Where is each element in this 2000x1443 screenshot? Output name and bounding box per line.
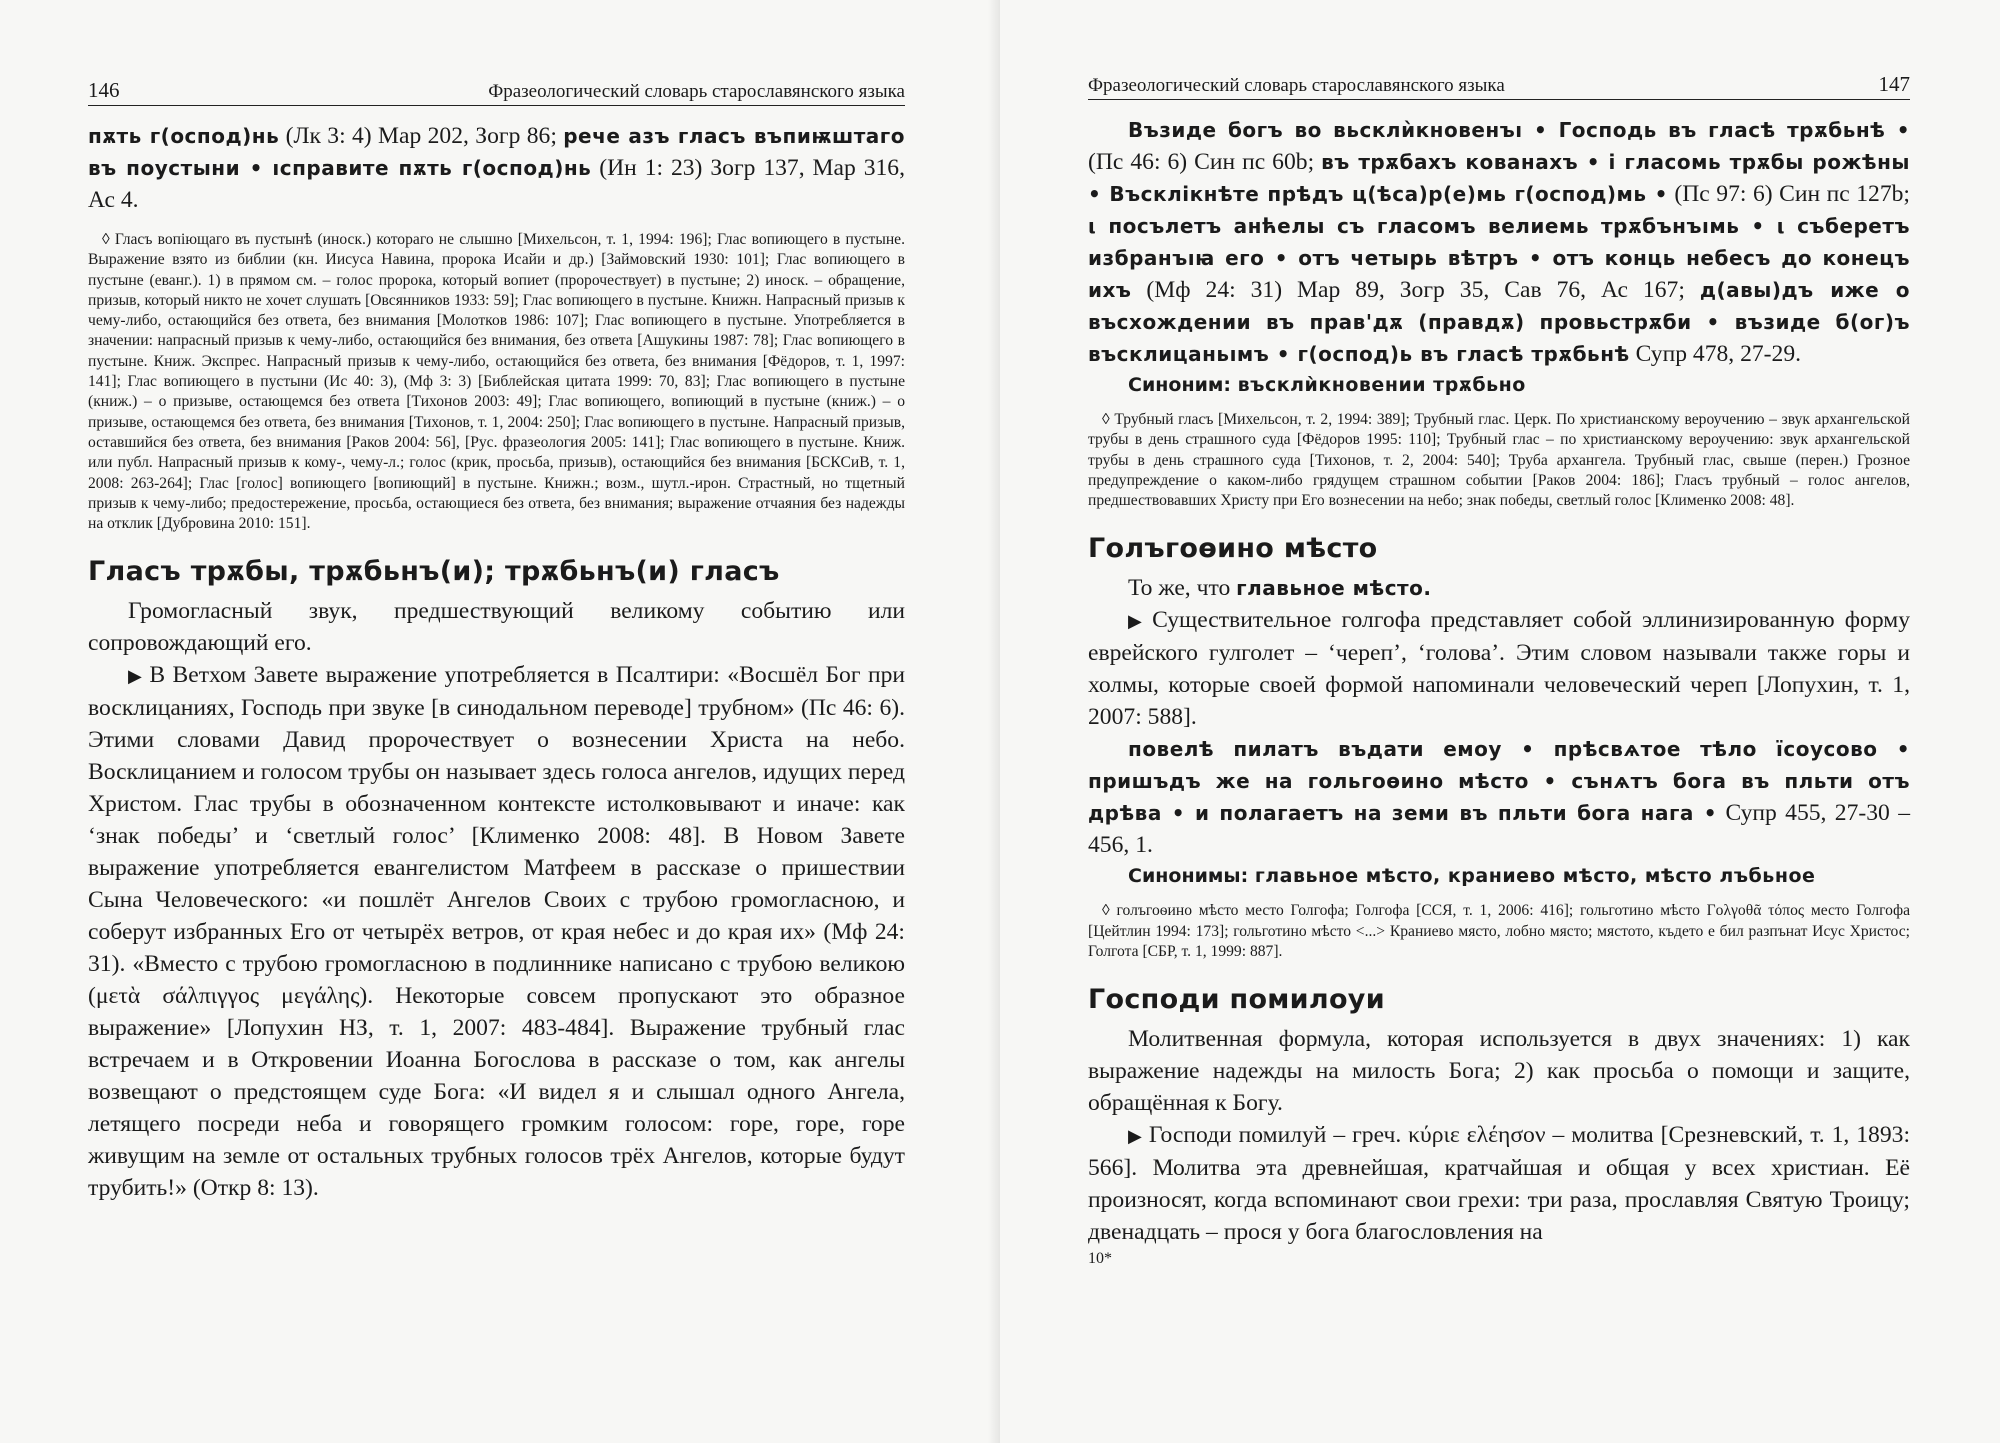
continued-quotation — [88, 120, 905, 216]
references-block: ◊ Трубный гласъ [Михельсон, т. 2, 1994: 389]; Трубный глас. Церк. По христианскому вероучению – звук архангельской трубы в день страшного суда [Фёдоров 1995: 110]; Трубный глас – по христианскому вероучению: звук архангельской трубы в день страшного суда [Тихонов, т. 2, 2004: 540]; Труба архангела. Трубный глас, свыше (перен.) Грозное предупреждение о каком-либо грядущем страшном событии [Раков 2004: 186]; Гласъ трубный – голос ангелов, предшествовавших Христу при Его вознесении на небо; знак победы, светлый голос [Клименко 2008: 48]. — [1088, 411, 1910, 510]
source-ref: (Пс 97: 6) Син пс 127b; — [1667, 181, 1910, 207]
cs-quote: пѫть г(оспод)нь — [88, 124, 280, 148]
entry-commentary — [1088, 1119, 1910, 1248]
triangle-right-icon: ▶ — [1128, 611, 1147, 632]
definition-prefix: То же, что — [1128, 575, 1237, 602]
right-page — [1000, 0, 2000, 1443]
source-ref: (Ин 1: 23) Зогр 137, Мар 316, Ас 4. — [88, 155, 906, 213]
entry-definition: Молитвенная формула, которая используется в двух значениях: 1) как выражение надежды на милость Бога; 2) как просьба о помощи и защите, обращённая к Богу. — [1088, 1026, 1910, 1117]
entry-definition: Громогласный звук, предшествующий великому событию или сопровождающий его. — [88, 598, 905, 657]
source-ref: Супр 455, 27-30 – 456, 1. — [1088, 800, 1910, 859]
source-ref: (Пс 46: 6) Син пс 60b; — [1088, 149, 1322, 175]
cs-quote: Възиде богъ во вьсклѝкновенъı • Господь въ гласѣ трѫбьнѣ • — [1128, 118, 1910, 142]
source-ref: (Мф 24: 31) Мар 89, Зогр 35, Сав 76, Ас 167; — [1131, 277, 1700, 303]
entry-commentary — [1088, 604, 1910, 733]
synonym-line — [1088, 865, 1910, 887]
entry-title: Голъгоѳино мѣсто — [1088, 533, 1378, 565]
synonym-text: въсклѝкновении трѫбьно — [1237, 374, 1526, 396]
cs-quote: повелѣ пилатъ въдати емоу • прѣсвѧтое тѣло їсоусово • пришъдъ же на гольгоѳино мѣсто • сънѧтъ бога въ пльти отъ дрѣва • и полагаетъ на земи въ пльти бога нага • — [1088, 737, 1910, 826]
references-block: ◊ голъгоѳино мѣсто место Голгофа; Голгофа [ССЯ, т. 1, 2006: 416]; гольготино мѣсто Γολγοθᾶ τόπος место Голгофа [Цейтлин 1994: 173]; гольготино мѣсто <...> Краниево място, лобно място; мястото, където е бил разпънат Исус Христос; Голгота [СБР, т. 1, 1999: 887]. — [1088, 902, 1910, 961]
commentary-text: Господи помилуй – греч. κύριε ελέησον – молитва [Срезневский, т. 1, 1893: 566]. Молитва эта древнейшая, кратчайшая и общая у всех христиан. Её произносят, когда вспоминают свои грехи: три раза, прославляя Святую Троицу; двенадцать – прося у бога благословления на — [1088, 1122, 1910, 1246]
cs-quote: ι посълетъ анћелы съ гласомъ велиемь трѫбънъıмь • ι съберетъ избранъıꙗ его • отъ четырь вѣтръ • отъ конць небесъ до конецъ ихъ — [1088, 214, 1910, 302]
page-number: 147 — [1878, 72, 1910, 96]
cs-quote: въ трѫбахъ кованахъ • і гласомь трѫбы рожѣны • Въсклікнѣте прѣдъ ц(ѣса)р(е)мь г(оспод)мь • — [1088, 150, 1910, 206]
entry-quotation — [1088, 733, 1910, 861]
triangle-right-icon: ▶ — [128, 666, 144, 687]
entry-title: Гласъ трѫбы, трѫбьнъ(и); трѫбьнъ(и) гласъ — [88, 556, 780, 588]
commentary-text: Существительное голгофа представляет собой эллинизированную форму еврейского гулголет – ‘череп’, ‘голова’. Этим словом называли также горы и холмы, которые своей формой напоминали человеческий череп [Лопухин, т. 1, 2007: 588]. — [1088, 607, 1911, 731]
signature-mark: 10* — [1088, 1250, 1112, 1268]
synonym-text: главьное мѣсто, краниево мѣсто, мѣсто лъбьное — [1254, 865, 1816, 888]
synonym-label: Синоним: — [1128, 374, 1232, 396]
entry-title: Господи помилоуи — [1088, 984, 1385, 1016]
left-running-header — [88, 78, 905, 106]
running-title: Фразеологический словарь старославянского языка — [488, 81, 905, 102]
references-block: ◊ Гласъ вопіющаго въ пустынѣ (иноск.) котораго не слышно [Михельсон, т. 1, 1994: 196]; Глас вопиющего в пустыне. Выражение взято из библии (кн. Иисуса Навина, пророка Исайи и др.) [Займовский 1930: 101]; Глас вопиющего в пустыне (еванг.). 1) в прямом см. – голос пророка, который вопиет (пророчествует) в пустыне; 2) иноск. – обращение, призыв, который никто не хочет слушать [Овсянников 1933: 59]; Глас вопиющего в пустыне. Книжн. Напрасный призыв к чему-либо, остающийся без ответа, без внимания [Молотков 1986: 107]; Глас вопиющего в пустыне. Употребляется в значении: напрасный призыв к чему-либо, остающийся без внимания, без ответа [Ашукины 1987: 78]; Глас вопиющего в пустыне. Книж. Экспрес. Напрасный призыв к чему-либо, остающийся без ответа, без внимания [Фёдоров, т. 1, 1997: 141]; Глас вопиющего в пустыни (Ис 40: 3), (Мф 3: 3) [Библейская цитата 1999: 70, 83]; Глас вопиющего в пустыне (книж.) – о призыве, остающемся без ответа [Тихонов 2003: 49]; Глас вопиющего, вопиющий в пустыне (книж.) – о призыве, остающемся без ответа, без внимания [Тихонов, т. 1, 2004: 250]; Глас вопиющего в пустыне. Напрасный призыв, оставшийся без ответа, без внимания [Раков 2004: 56], [Рус. фразеология 2005: 141]; Глас вопиющего в пустыне. Книж. или публ. Напрасный призыв к кому-, чему-л.; голос (крик, просьба, призыв), остающийся без внимания [БСКСиВ, т. 1, 2008: 263-264]; Глас [голос] вопиющего [вопиющий] в пустыне. Книжн.; возм., шутл.-ирон. Страстный, но тщетный призыв к чему-либо; предостережение, просьба, остающиеся без ответа, без внимания; выражение отчаяния без надежды на отклик [Дубровина 2010: 151]. — [88, 231, 905, 533]
page-number: 146 — [88, 78, 120, 102]
source-ref: (Лк 3: 4) Мар 202, Зогр 86; — [279, 123, 564, 149]
right-running-header — [1088, 72, 1910, 100]
running-title: Фразеологический словарь старославянского языка — [1088, 75, 1505, 96]
cs-quote: д(авы)дъ иже о въсхождении въ прав'дѫ (правдѫ) провьстрѫби • възиде б(ог)ъ въсклицаньıмъ • г(оспод)ь въ гласѣ трѫбьнѣ — [1088, 278, 1911, 366]
triangle-right-icon: ▶ — [1128, 1126, 1143, 1147]
entry-commentary — [88, 659, 905, 1204]
synonym-line — [1088, 374, 1910, 396]
quotations-block — [1088, 114, 1910, 370]
commentary-text: В Ветхом Завете выражение употребляется в Псалтири: «Восшёл Бог при восклицаниях, Господь при звуке [в синодальном переводе] трубном» (Пс 46: 6). Этими словами Давид пророчествует о вознесении Христа на небо. Восклицанием и голосом трубы он называет здесь голоса ангелов, идущих перед Христом. Глас трубы в обозначенном контексте истолковывают и иначе: как ‘знак победы’ и ‘светлый голос’ [Клименко 2008: 48]. В Новом Завете выражение употребляется евангелистом Матфеем в рассказе о пришествии Сына Человеческого: «и пошлёт Ангелов Своих с трубою громогласною, и соберут избранных Его от четырёх ветров, от края небес и до края их» (Мф 24: 31). «Вместо с трубою громогласною в подлиннике написано с трубою великою (μετὰ σάλπιγγος μεγάλης). Некоторые совсем пропускают это образное выражение» [Лопухин НЗ, т. 1, 2007: 483-484]. Выражение трубный глас встречаем и в Откровении Иоанна Богослова в рассказе о том, как ангелы возвещают о предстоящем суде Бога: «И видел я и слышал одного Ангела, летящего посреди неба и говорящего громким голосом: горе, горе, горе живущим на земле от остальных трубных голосов трёх Ангелов, которые будут трубить!» (Откр 8: 13). — [88, 662, 905, 1202]
cs-term: главьное мѣсто. — [1236, 576, 1432, 601]
cs-quote: рече азъ гласъ въпиѭштаго въ поустыни • ıсправите пѫть г(оспод)нь — [88, 124, 905, 180]
entry-definition — [1088, 572, 1910, 604]
synonym-label: Синонимы: — [1128, 865, 1249, 888]
source-ref: Супр 478, 27-29. — [1629, 341, 1802, 367]
